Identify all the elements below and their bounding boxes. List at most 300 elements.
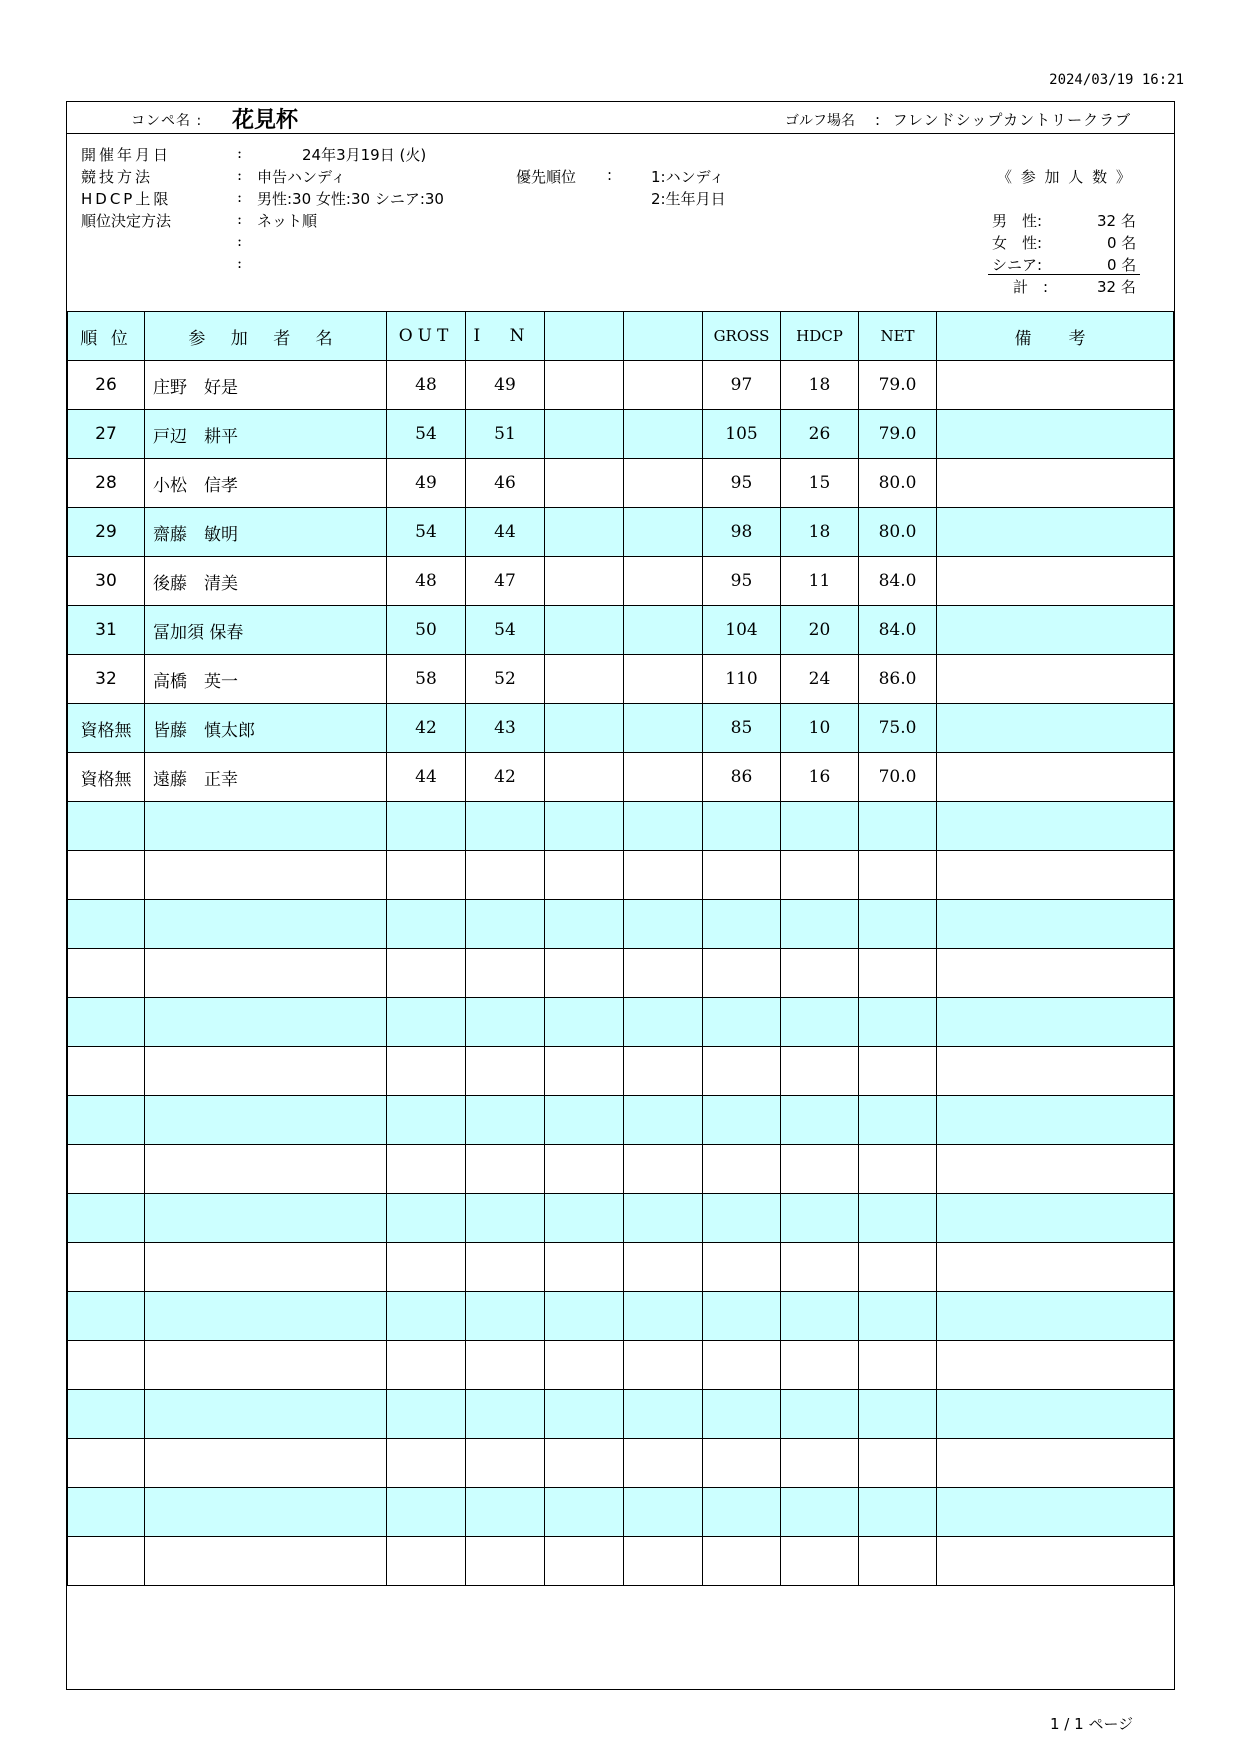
cell-hdcp	[781, 1047, 859, 1096]
cell-b2	[624, 459, 703, 508]
cell-note	[937, 1096, 1174, 1145]
empty-row	[68, 802, 1174, 851]
cell-b1	[545, 410, 624, 459]
cell-name: 齋藤 敏明	[145, 508, 387, 557]
cell-name: 戸辺 耕平	[145, 410, 387, 459]
cell-b1	[545, 802, 624, 851]
cell-name: 庄野 好是	[145, 361, 387, 410]
cell-in: 49	[466, 361, 545, 410]
cell-rank	[68, 1537, 145, 1586]
cell-note	[937, 361, 1174, 410]
cell-hdcp	[781, 1243, 859, 1292]
cell-rank	[68, 1390, 145, 1439]
cell-rank	[68, 1488, 145, 1537]
cell-name	[145, 1537, 387, 1586]
priority-2: 2:生年月日	[651, 190, 726, 208]
cell-b1	[545, 949, 624, 998]
hdcp-limit-label: HDCP上限	[81, 190, 172, 208]
cell-in: 54	[466, 606, 545, 655]
cell-in	[466, 1390, 545, 1439]
cell-gross: 98	[703, 508, 781, 557]
cell-out	[387, 1292, 466, 1341]
cell-note	[937, 753, 1174, 802]
cell-net	[859, 851, 937, 900]
cell-b2	[624, 1390, 703, 1439]
cell-net	[859, 998, 937, 1047]
cell-note	[937, 508, 1174, 557]
cell-out	[387, 1537, 466, 1586]
empty-row	[68, 1439, 1174, 1488]
cell-hdcp	[781, 949, 859, 998]
cell-gross: 104	[703, 606, 781, 655]
method-value: 申告ハンディ	[257, 168, 346, 186]
cell-note	[937, 900, 1174, 949]
header-net: NET	[859, 312, 937, 361]
cell-out	[387, 1341, 466, 1390]
cell-out: 50	[387, 606, 466, 655]
empty-row	[68, 1390, 1174, 1439]
cell-net	[859, 1341, 937, 1390]
cell-note	[937, 1292, 1174, 1341]
cell-b1	[545, 1145, 624, 1194]
cell-net: 80.0	[859, 508, 937, 557]
cell-b1	[545, 1341, 624, 1390]
empty-row	[68, 949, 1174, 998]
cell-gross: 97	[703, 361, 781, 410]
cell-rank	[68, 851, 145, 900]
empty-row	[68, 1488, 1174, 1537]
cell-out: 58	[387, 655, 466, 704]
cell-note	[937, 949, 1174, 998]
cell-name	[145, 1047, 387, 1096]
cell-in: 52	[466, 655, 545, 704]
cell-name	[145, 1390, 387, 1439]
cell-hdcp	[781, 900, 859, 949]
cell-b1	[545, 459, 624, 508]
cell-gross	[703, 900, 781, 949]
cell-gross	[703, 1537, 781, 1586]
cell-name	[145, 1341, 387, 1390]
cell-name	[145, 851, 387, 900]
cell-gross: 95	[703, 557, 781, 606]
cell-rank: 26	[68, 361, 145, 410]
course-label: ゴルフ場名	[785, 113, 855, 129]
cell-net: 86.0	[859, 655, 937, 704]
cell-out: 48	[387, 557, 466, 606]
cell-in	[466, 998, 545, 1047]
cell-b2	[624, 655, 703, 704]
cell-hdcp: 20	[781, 606, 859, 655]
cell-name: 高橋 英一	[145, 655, 387, 704]
priority-label: 優先順位	[516, 168, 577, 186]
cell-name	[145, 802, 387, 851]
cell-in	[466, 949, 545, 998]
cell-hdcp: 24	[781, 655, 859, 704]
empty-row	[68, 1341, 1174, 1390]
hdcp-limit-value: 男性:30 女性:30 シニア:30	[257, 190, 444, 208]
cell-note	[937, 655, 1174, 704]
header-gross: GROSS	[703, 312, 781, 361]
cell-b1	[545, 1047, 624, 1096]
competition-info	[67, 134, 1174, 312]
cell-gross	[703, 1096, 781, 1145]
cell-b1	[545, 998, 624, 1047]
cell-in	[466, 1341, 545, 1390]
cell-net: 84.0	[859, 606, 937, 655]
cell-net	[859, 1439, 937, 1488]
cell-note	[937, 1145, 1174, 1194]
cell-in: 46	[466, 459, 545, 508]
header-rank: 順 位	[68, 312, 145, 361]
cell-out: 49	[387, 459, 466, 508]
cell-note	[937, 557, 1174, 606]
cell-in: 47	[466, 557, 545, 606]
cell-hdcp	[781, 802, 859, 851]
results-table	[67, 311, 1174, 1586]
cell-gross: 86	[703, 753, 781, 802]
cell-name	[145, 1194, 387, 1243]
cell-in	[466, 1194, 545, 1243]
senior-label: シニア:	[992, 256, 1043, 274]
cell-b2	[624, 1439, 703, 1488]
cell-net: 79.0	[859, 410, 937, 459]
page-number: 1 / 1 ページ	[1050, 1715, 1134, 1733]
hdcp-colon: :	[237, 188, 243, 206]
cell-rank	[68, 1145, 145, 1194]
cell-name: 小松 信孝	[145, 459, 387, 508]
cell-b1	[545, 704, 624, 753]
cell-in	[466, 1292, 545, 1341]
cell-net	[859, 1243, 937, 1292]
cell-note	[937, 704, 1174, 753]
cell-b1	[545, 1537, 624, 1586]
competition-label: コンペ名 :	[131, 113, 203, 129]
cell-b2	[624, 1292, 703, 1341]
course-colon: :	[875, 111, 882, 129]
cell-out: 54	[387, 410, 466, 459]
cell-out	[387, 1243, 466, 1292]
cell-b1	[545, 508, 624, 557]
empty-row	[68, 1292, 1174, 1341]
cell-net	[859, 1537, 937, 1586]
cell-net	[859, 900, 937, 949]
table-row	[68, 508, 1174, 557]
results-sheet	[66, 101, 1175, 1690]
cell-gross	[703, 1439, 781, 1488]
cell-rank	[68, 1096, 145, 1145]
empty-row	[68, 1194, 1174, 1243]
total-label: 計 :	[1013, 278, 1049, 296]
cell-rank	[68, 900, 145, 949]
cell-gross	[703, 1488, 781, 1537]
cell-rank	[68, 802, 145, 851]
cell-b2	[624, 508, 703, 557]
table-row	[68, 704, 1174, 753]
cell-rank: 資格無	[68, 753, 145, 802]
cell-b1	[545, 753, 624, 802]
cell-gross	[703, 802, 781, 851]
cell-gross: 85	[703, 704, 781, 753]
cell-hdcp	[781, 1488, 859, 1537]
cell-rank	[68, 1439, 145, 1488]
table-row	[68, 606, 1174, 655]
cell-in	[466, 1145, 545, 1194]
cell-gross	[703, 1292, 781, 1341]
empty-row	[68, 1243, 1174, 1292]
cell-hdcp	[781, 1341, 859, 1390]
cell-out	[387, 900, 466, 949]
header-blank-2	[624, 312, 703, 361]
cell-b1	[545, 557, 624, 606]
cell-out	[387, 1047, 466, 1096]
table-row	[68, 753, 1174, 802]
cell-rank	[68, 1341, 145, 1390]
empty-row	[68, 1096, 1174, 1145]
competition-name: 花見杯	[232, 108, 299, 133]
date-colon: :	[237, 144, 243, 162]
cell-net	[859, 949, 937, 998]
cell-b2	[624, 1488, 703, 1537]
cell-net: 79.0	[859, 361, 937, 410]
cell-out	[387, 1439, 466, 1488]
cell-note	[937, 606, 1174, 655]
cell-name	[145, 1292, 387, 1341]
cell-b1	[545, 851, 624, 900]
cell-gross	[703, 949, 781, 998]
cell-hdcp	[781, 1439, 859, 1488]
cell-in: 44	[466, 508, 545, 557]
cell-in	[466, 1488, 545, 1537]
header-hdcp: HDCP	[781, 312, 859, 361]
cell-out	[387, 949, 466, 998]
total-count: 32 名	[1097, 278, 1136, 296]
cell-rank: 29	[68, 508, 145, 557]
blank-colon-2: :	[237, 254, 243, 272]
cell-out	[387, 1488, 466, 1537]
cell-out: 48	[387, 361, 466, 410]
cell-hdcp: 18	[781, 508, 859, 557]
blank-colon-1: :	[237, 232, 243, 250]
cell-b2	[624, 1341, 703, 1390]
cell-note	[937, 1439, 1174, 1488]
cell-note	[937, 1341, 1174, 1390]
cell-rank: 30	[68, 557, 145, 606]
course-name	[875, 109, 1131, 130]
cell-in: 42	[466, 753, 545, 802]
rank-method-value: ネット順	[257, 212, 318, 230]
cell-in	[466, 1243, 545, 1292]
senior-count: 0 名	[1107, 256, 1137, 274]
cell-name: 皆藤 慎太郎	[145, 704, 387, 753]
cell-hdcp	[781, 1390, 859, 1439]
table-row	[68, 459, 1174, 508]
cell-hdcp	[781, 1194, 859, 1243]
female-count: 0 名	[1107, 234, 1137, 252]
cell-in: 51	[466, 410, 545, 459]
cell-b1	[545, 606, 624, 655]
cell-net	[859, 1390, 937, 1439]
cell-gross	[703, 851, 781, 900]
cell-note	[937, 1390, 1174, 1439]
cell-b1	[545, 1096, 624, 1145]
header-note: 備 考	[937, 312, 1174, 361]
cell-in: 43	[466, 704, 545, 753]
empty-row	[68, 998, 1174, 1047]
cell-in	[466, 851, 545, 900]
empty-row	[68, 1145, 1174, 1194]
cell-b2	[624, 557, 703, 606]
cell-b2	[624, 802, 703, 851]
cell-out	[387, 1145, 466, 1194]
cell-name	[145, 900, 387, 949]
header-row	[68, 312, 1174, 361]
table-row	[68, 361, 1174, 410]
cell-name: 遠藤 正幸	[145, 753, 387, 802]
cell-b1	[545, 1194, 624, 1243]
cell-rank	[68, 1243, 145, 1292]
cell-rank	[68, 949, 145, 998]
cell-gross	[703, 1341, 781, 1390]
method-label: 競技方法	[81, 168, 154, 186]
cell-hdcp: 16	[781, 753, 859, 802]
cell-out: 54	[387, 508, 466, 557]
cell-hdcp	[781, 851, 859, 900]
cell-name	[145, 1145, 387, 1194]
cell-out: 42	[387, 704, 466, 753]
cell-out	[387, 1390, 466, 1439]
female-label: 女 性:	[992, 234, 1043, 252]
empty-row	[68, 1537, 1174, 1586]
cell-out	[387, 851, 466, 900]
cell-in	[466, 1439, 545, 1488]
title-row	[67, 102, 1174, 134]
cell-b2	[624, 1047, 703, 1096]
table-row	[68, 410, 1174, 459]
cell-gross: 95	[703, 459, 781, 508]
cell-hdcp	[781, 1145, 859, 1194]
cell-hdcp: 11	[781, 557, 859, 606]
cell-name	[145, 1488, 387, 1537]
cell-net	[859, 1096, 937, 1145]
cell-rank: 32	[68, 655, 145, 704]
male-count: 32 名	[1097, 212, 1136, 230]
cell-gross: 110	[703, 655, 781, 704]
cell-note	[937, 1243, 1174, 1292]
cell-b1	[545, 361, 624, 410]
cell-b1	[545, 1292, 624, 1341]
cell-net: 75.0	[859, 704, 937, 753]
cell-hdcp	[781, 1292, 859, 1341]
cell-b2	[624, 851, 703, 900]
rank-method-colon: :	[237, 210, 243, 228]
empty-row	[68, 851, 1174, 900]
cell-name	[145, 1096, 387, 1145]
cell-b1	[545, 1488, 624, 1537]
cell-b2	[624, 1096, 703, 1145]
print-timestamp: 2024/03/19 16:21	[1049, 72, 1184, 88]
cell-hdcp	[781, 998, 859, 1047]
cell-name	[145, 998, 387, 1047]
cell-note	[937, 1047, 1174, 1096]
cell-net	[859, 1145, 937, 1194]
cell-net	[859, 1292, 937, 1341]
cell-net: 84.0	[859, 557, 937, 606]
header-name: 参 加 者 名	[145, 312, 387, 361]
cell-hdcp	[781, 1537, 859, 1586]
cell-in	[466, 900, 545, 949]
cell-out	[387, 802, 466, 851]
cell-out: 44	[387, 753, 466, 802]
cell-b1	[545, 1390, 624, 1439]
priority-colon: :	[607, 166, 613, 184]
participants-title: 《 参 加 人 数 》	[997, 168, 1133, 186]
cell-rank: 28	[68, 459, 145, 508]
empty-row	[68, 1047, 1174, 1096]
cell-hdcp: 10	[781, 704, 859, 753]
date-value: 24年3月19日 (火)	[302, 146, 427, 164]
cell-in	[466, 802, 545, 851]
cell-b2	[624, 410, 703, 459]
header-blank-1	[545, 312, 624, 361]
cell-in	[466, 1047, 545, 1096]
cell-net: 70.0	[859, 753, 937, 802]
cell-net	[859, 1047, 937, 1096]
cell-b2	[624, 361, 703, 410]
cell-hdcp: 26	[781, 410, 859, 459]
cell-gross	[703, 998, 781, 1047]
header-out: OUT	[387, 312, 466, 361]
cell-rank	[68, 1194, 145, 1243]
method-colon: :	[237, 166, 243, 184]
cell-net	[859, 1194, 937, 1243]
cell-net	[859, 1488, 937, 1537]
priority-1: 1:ハンディ	[651, 168, 725, 186]
cell-b2	[624, 753, 703, 802]
cell-gross: 105	[703, 410, 781, 459]
cell-note	[937, 410, 1174, 459]
cell-b2	[624, 1145, 703, 1194]
cell-in	[466, 1537, 545, 1586]
cell-b2	[624, 1194, 703, 1243]
male-label: 男 性:	[992, 212, 1043, 230]
cell-rank	[68, 998, 145, 1047]
cell-rank: 資格無	[68, 704, 145, 753]
cell-b1	[545, 1439, 624, 1488]
cell-name: 冨加須 保春	[145, 606, 387, 655]
cell-hdcp: 15	[781, 459, 859, 508]
cell-out	[387, 998, 466, 1047]
header-in: I N	[466, 312, 545, 361]
cell-b2	[624, 998, 703, 1047]
cell-hdcp: 18	[781, 361, 859, 410]
cell-b1	[545, 1243, 624, 1292]
cell-gross	[703, 1047, 781, 1096]
empty-row	[68, 900, 1174, 949]
cell-note	[937, 802, 1174, 851]
cell-note	[937, 998, 1174, 1047]
cell-gross	[703, 1390, 781, 1439]
cell-b2	[624, 1243, 703, 1292]
cell-b2	[624, 704, 703, 753]
cell-net: 80.0	[859, 459, 937, 508]
table-row	[68, 655, 1174, 704]
cell-b1	[545, 655, 624, 704]
cell-rank	[68, 1292, 145, 1341]
cell-note	[937, 851, 1174, 900]
cell-rank: 31	[68, 606, 145, 655]
cell-name	[145, 949, 387, 998]
cell-rank	[68, 1047, 145, 1096]
